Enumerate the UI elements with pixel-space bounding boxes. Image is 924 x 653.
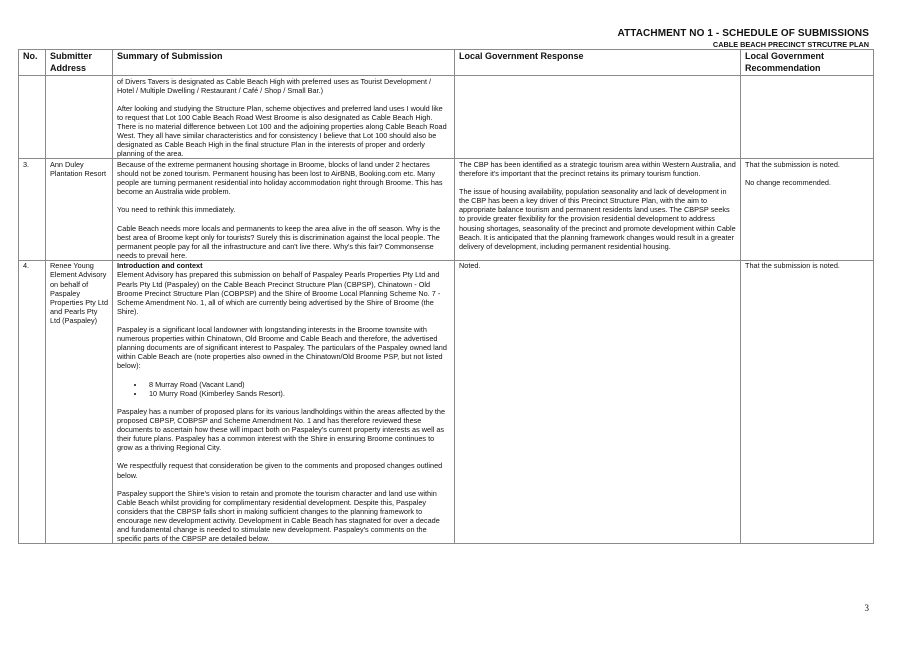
header-response: Local Government Response — [455, 50, 741, 76]
row-response — [455, 76, 741, 159]
row-summary — [113, 260, 455, 543]
row-summary — [113, 76, 455, 159]
row-submitter — [46, 76, 113, 159]
summary-paragraph: After looking and studying the Structure Plan, scheme objectives and preferred land uses I would like to request that Lot 100 Cable Beach Road West Broome is also designated as Cable Beach High. There is no material difference between Lot 100 and the adjoining properties along Cable Beach Road West. They all have similar characteristics and for consistency I believe that Lot 100 should also be designated as Cable Beach High in the final structure Plan in the interests of proper and orderly planning of the area. — [117, 103, 447, 159]
header-summary: Summary of Submission — [113, 50, 455, 76]
list-item: • 10 Murry Road (Kimberley Sands Resort). — [145, 389, 450, 398]
row-summary — [113, 159, 455, 261]
list-item: • 8 Murray Road (Vacant Land) — [145, 380, 450, 389]
summary-paragraph: You need to rethink this immediately. — [117, 205, 236, 215]
response-paragraph: The CBP has been identified as a strategic tourism area within Western Australia, and therefore it's important that the precinct retains its primary tourism function. — [459, 159, 736, 178]
summary-paragraph: Cable Beach needs more locals and permanents to keep the area alive in the off season. Why is the best area of Broome kept only for tourists? Surely this is discrimination against the local people. The permanent people pay for all the infrastructure and can't live there. Why's this fair? Commonsense needs to prevail here. — [117, 223, 441, 260]
row-recommendation — [741, 76, 874, 159]
recommendation-paragraph: That the submission is noted. — [745, 159, 840, 169]
row-submitter: Renee Young Element Advisory on behalf of Paspaley Properties Pty Ltd and Pearls Pty Ltd (Paspaley) — [46, 260, 113, 543]
summary-paragraph: Because of the extreme permanent housing shortage in Broome, blocks of land under 2 hectares should not be zoned tourism. Permanent housing has been lost to AirBNB, Booking.com etc. Many people are turning permanent residential into holiday accommodation right through Broome. This has become an Australia wide problem. — [117, 159, 443, 197]
summary-paragraph: We respectfully request that consideration be given to the comments and proposed changes outlined below. — [117, 461, 443, 480]
row-number: 4. — [19, 260, 46, 543]
header-recommendation: Local Government Recommendation — [741, 50, 874, 76]
row-recommendation — [741, 260, 874, 543]
row-response — [455, 159, 741, 261]
summary-paragraph: Paspaley is a significant local landowner with longstanding interests in the Broome townsite with numerous properties within Chinatown, Old Broome and Cable Beach and therefore, the advertised planning documents are of significant interest to Paspaley. The particulars of the Paspaley owned land within Cable Beach are (note properties also owned in the Chinatown/Old Broome PSP, but not listed below): — [117, 325, 447, 371]
document-subtitle: CABLE BEACH PRECINCT STRCUTRE PLAN — [712, 40, 869, 49]
document-title: ATTACHMENT NO 1 - SCHEDULE OF SUBMISSIONS — [617, 28, 869, 39]
summary-heading: Introduction and context — [117, 261, 203, 271]
header-submitter-address: Submitter Address — [46, 50, 113, 76]
header-no: No. — [19, 50, 46, 76]
row-number — [19, 76, 46, 159]
submissions-table — [18, 49, 874, 544]
recommendation-paragraph: No change recommended. — [745, 178, 831, 188]
summary-paragraph: Paspaley support the Shire's vision to retain and promote the tourism character and land use within Cable Beach whilst providing for complimentary residential development. Despite this, Paspaley considers that the CBPSP falls short in making sufficient changes to the planning framework to encourage new development activity. Development in Cable Beach has stagnated for over a decade and fundamental change is needed to stimulate new development. Paspaley's comments on the specific parts of the CBPSP are detailed below. — [117, 488, 440, 544]
table-row — [19, 76, 874, 159]
response-paragraph: Noted. — [459, 261, 481, 271]
property-list — [117, 380, 450, 398]
row-number: 3. — [19, 159, 46, 261]
row-response — [455, 260, 741, 543]
table-row — [19, 260, 874, 543]
response-paragraph: The issue of housing availability, population seasonality and lack of development in the CBP has been a key driver of this Precinct Structure Plan, with the aim to appropriate balance tourism and permanent residents land uses. The CBPSP seeks to provide greater flexibility for the provision residential development to address housing shortages, seasonality of the precinct and promote development within Cable Beach. It is anticipated that the planning framework changes would result in a greater delivery of development, including permanent residential housing. — [459, 187, 736, 251]
summary-paragraph: Element Advisory has prepared this submission on behalf of Paspaley Pearls Properties Pty Ltd and Pearls Pty Ltd (Paspaley) on the Cable Beach Precinct Structure Plan (CBPSP), Chinatown - Old Broome Precinct Structure Plan (COBPSP) and the Shire of Broome Local Planning Scheme No. 7 - Scheme Amendment No. 1, all of which are currently being advertised by the Shire of Broome (the Shire). — [117, 270, 441, 316]
row-submitter: Ann Duley Plantation Resort — [46, 159, 113, 261]
recommendation-paragraph: That the submission is noted. — [745, 261, 840, 271]
page-number: 3 — [864, 603, 869, 613]
table-row — [19, 159, 874, 261]
summary-paragraph: of Divers Tavers is designated as Cable Beach High with preferred uses as Tourist Development / Hotel / Multiple Dwelling / Restaurant / Café / Shop / Small Bar.) — [117, 76, 432, 95]
row-recommendation — [741, 159, 874, 261]
page-header — [617, 28, 869, 49]
table-header-row — [19, 50, 874, 76]
summary-paragraph: Paspaley has a number of proposed plans for its various landholdings within the areas affected by the proposed CBPSP, COBPSP and Scheme Amendment No. 1 and has therefore reviewed these documents to ascertain how these will impact both on Paspaley's current property interests as well as their future plans. Paspaley has a common interest with the Shire in ensuring Broome continues to grow as a thriving Regional City. — [117, 406, 446, 453]
